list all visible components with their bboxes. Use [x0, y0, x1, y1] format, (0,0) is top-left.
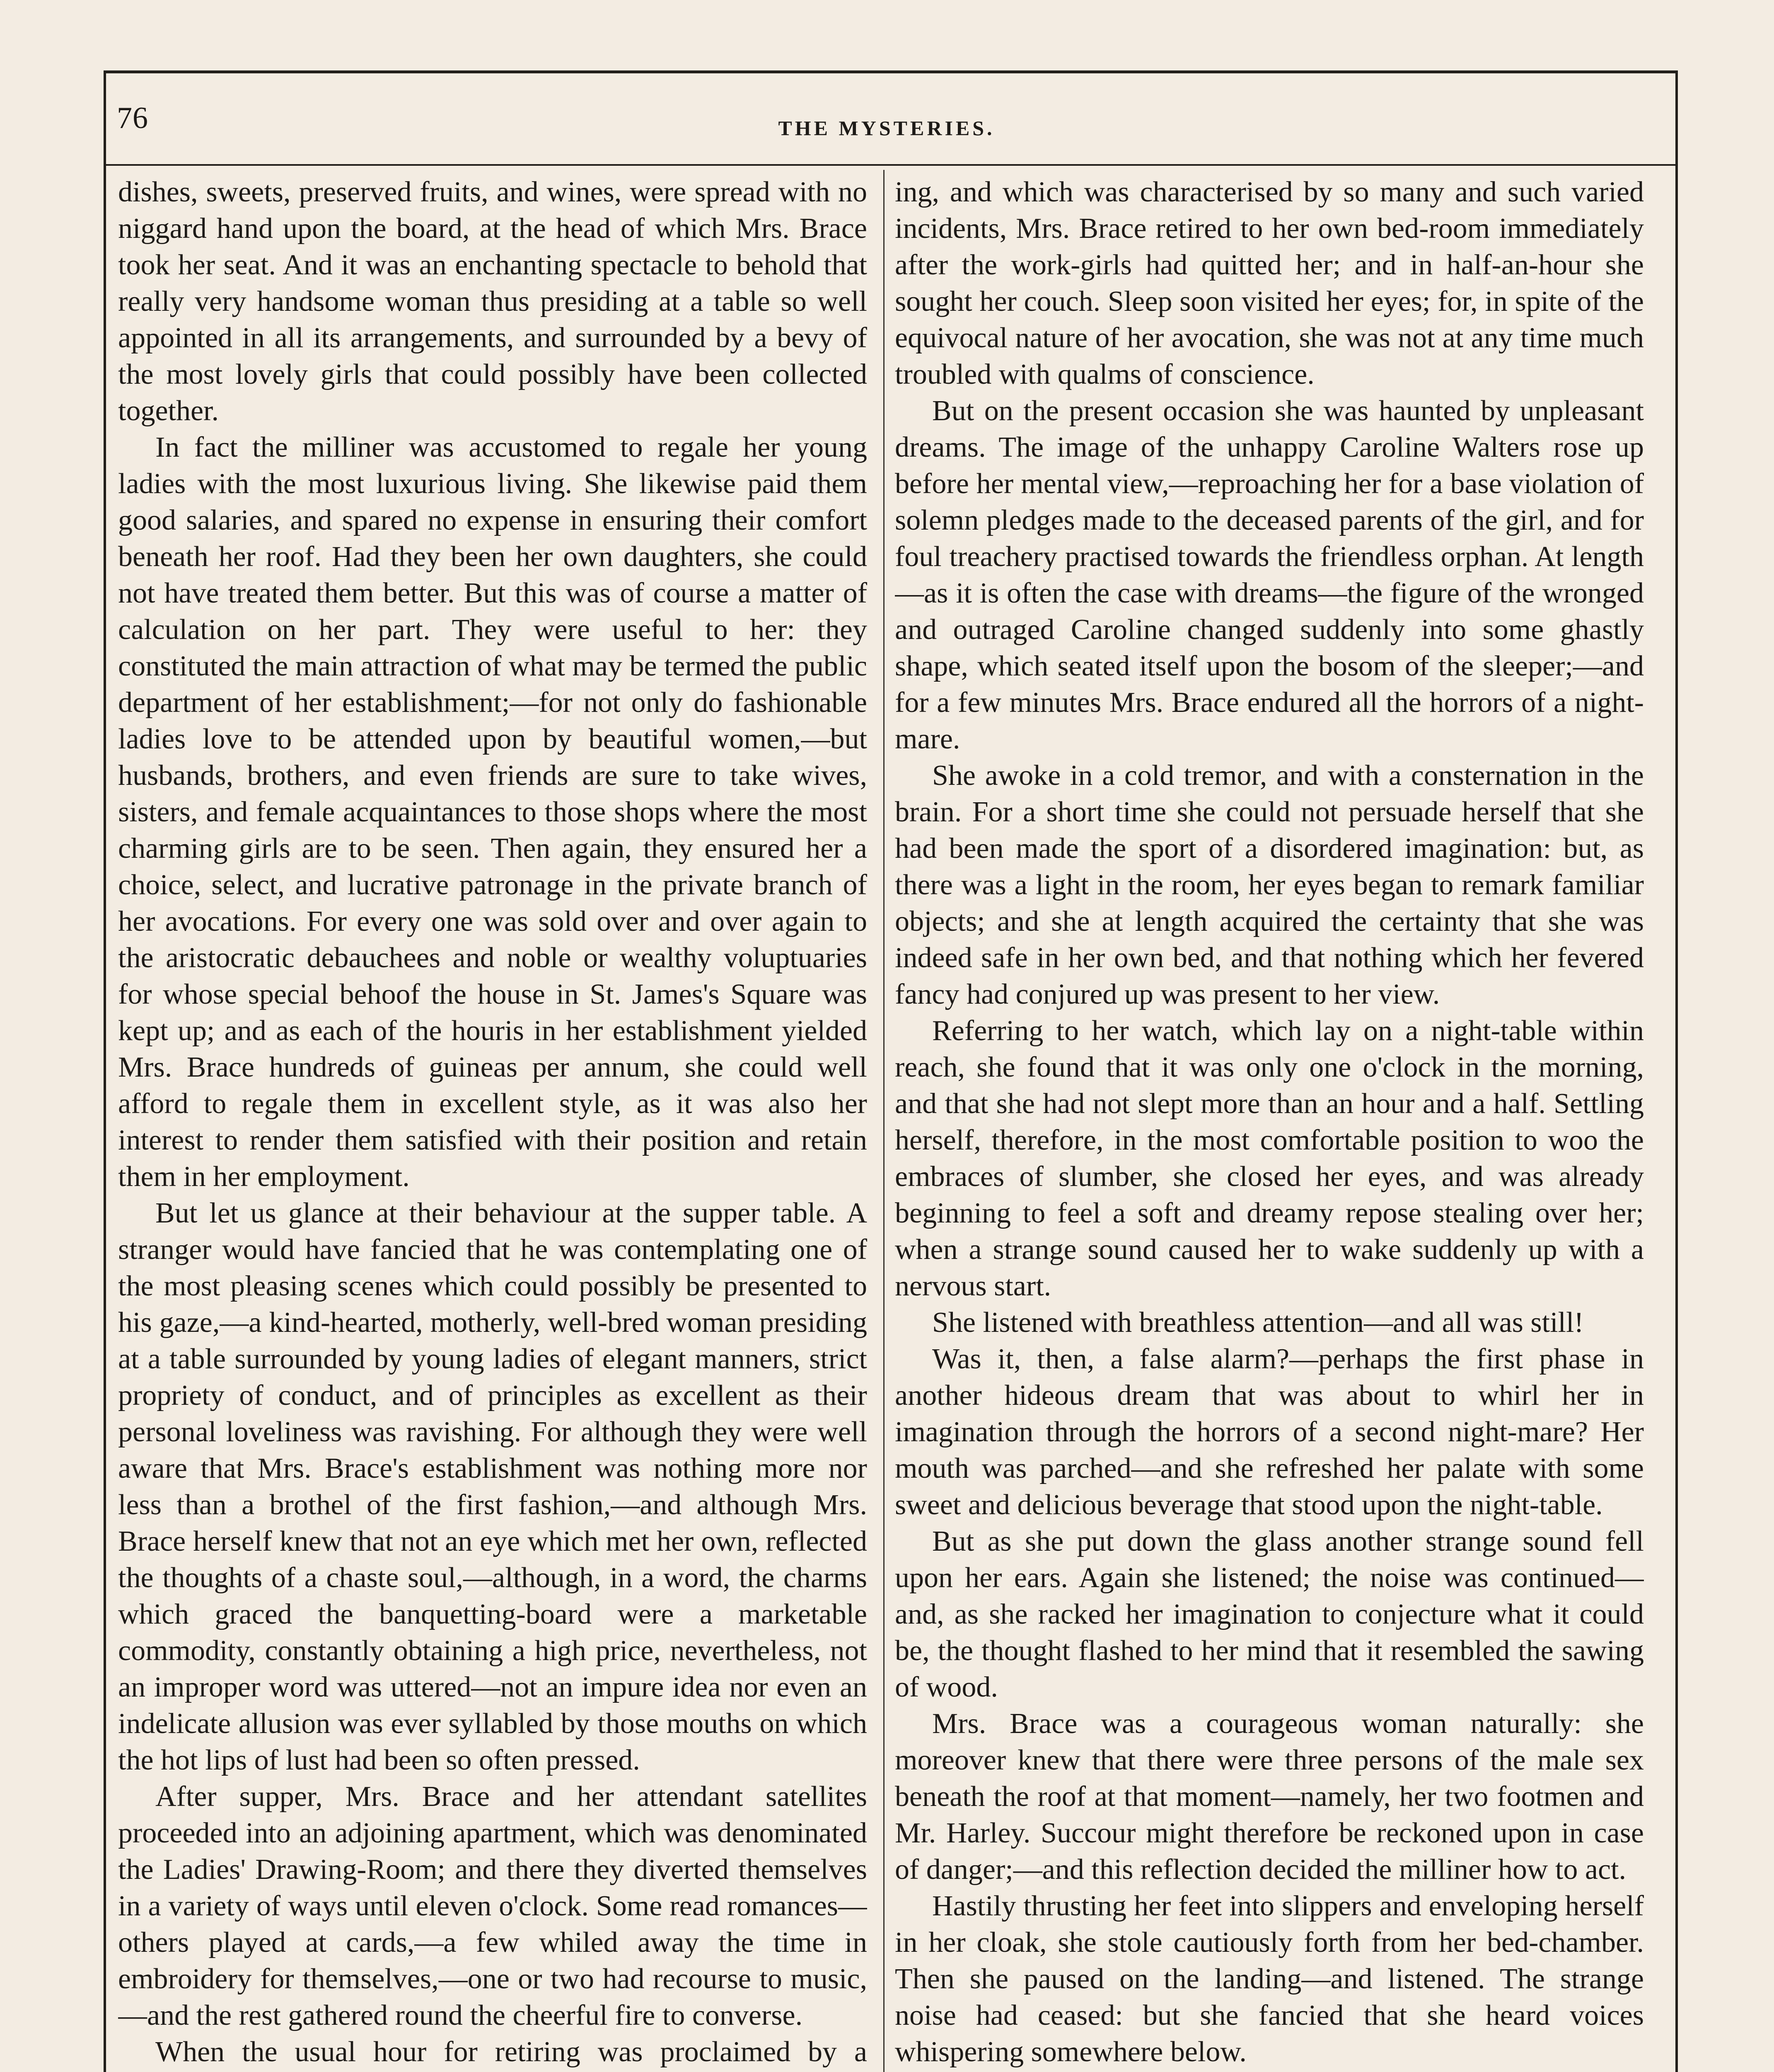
- paragraph: Referring to her watch, which lay on a night-table within reach, she found that it was only one o'clock in the morning, and that she had not slept more than an hour and a half. Settling herself, therefore, in the most comfortable position to woo the embraces of slumber, she closed her eyes, and was already beginning to feel a soft and dreamy repose stealing over her; when a strange sound caused her to wake suddenly up with a nervous start.: [895, 1015, 1644, 1302]
- frame-left-rule: [104, 70, 106, 2072]
- page-number: 76: [117, 101, 148, 135]
- paragraph: After supper, Mrs. Brace and her attendant satellites proceeded into an adjoining apartment, which was denominated the Ladies' Drawing-Room; and there they diverted themselves in a variety of ways until eleven o'clock. Some read romances—others played at cards,—a few whiled away the time in embroidery for themselves,—one or two had recourse to music,—and the rest gathered round the cheerful fire to converse.: [118, 1781, 867, 2031]
- paragraph: She awoke in a cold tremor, and with a consternation in the brain. For a short time she could not persuade herself that she had been made the sport of a disordered imagination: but, as there was a light in the room, her eyes began to remark familiar objects; and she at length acquired the certainty that she was indeed safe in her own bed, and that nothing which her fevered fancy had conjured up was present to her view.: [895, 760, 1644, 1010]
- paragraph: In fact the milliner was accustomed to regale her young ladies with the most luxurious living. She likewise paid them good salaries, and spared no expense in ensuring their comfort beneath her roof. Had they been her own daughters, she could not have treated them better. But this was of course a matter of calculation on her part. They were useful to her: they constituted the main attraction of what may be termed the public department of her establishment;—for not only do fashionable ladies love to be attended upon by beautiful women,—but husbands, brothers, and even friends are sure to take wives, sisters, and female acquaintances to those shops where the most charming girls are to be seen. Then again, they ensured her a choice, select, and lucrative patronage in the private branch of her avocations. For every one was sold over and over again to the aristocratic debauchees and noble or wealthy voluptuaries for whose special behoof the house in St. James's Square was kept up; and as each of the houris in her establishment yielded Mrs. Brace hundreds of guineas per annum, she could well afford to regale them in excellent style, as it was also her interest to render them satisfied with their position and retain them in her employment.: [118, 431, 867, 1193]
- frame-top-rule: [104, 70, 1678, 73]
- frame-right-rule: [1675, 70, 1678, 2072]
- paragraph: Mrs. Brace was a courageous woman naturally: she moreover knew that there were three persons of the male sex beneath the roof at that moment—namely, her two footmen and Mr. Harley. Succour might therefore be reckoned upon in case of danger;—and this reflection decided the milliner how to act.: [895, 1708, 1644, 1886]
- paragraph: [895, 2070, 1644, 2072]
- column-divider: [883, 170, 885, 2072]
- header-underline: [104, 164, 1678, 166]
- paragraph: But on the present occasion she was haunted by unpleasant dreams. The image of the unhappy Caroline Walters rose up before her mental view,—reproaching her for a base violation of solemn pledges made to the deceased parents of the girl, and for foul treachery practised towards the friendless orphan. At length—as it is often the case with dreams—the figure of the wronged and outraged Caroline changed suddenly into some ghastly shape, which seated itself upon the bosom of the sleeper;—and for a few minutes Mrs. Brace endured all the horrors of a night-mare.: [895, 395, 1644, 755]
- paragraph: But let us glance at their behaviour at the supper table. A stranger would have fancied that he was contemplating one of the most pleasing scenes which could possibly be presented to his gaze,—a kind-hearted, motherly, well-bred woman presiding at a table surrounded by young ladies of elegant manners, strict propriety of conduct, and of principles as excellent as their personal loveliness was ravishing. For although they were well aware that Mrs. Brace's establishment was nothing more nor less than a brothel of the first fashion,—and although Mrs. Brace herself knew that not an eye which met her own, reflected the thoughts of a chaste soul,—although, in a word, the charms which graced the banquetting-board were a marketable commodity, constantly obtaining a high price, nevertheless, not an improper word was uttered—not an impure idea nor even an indelicate allusion was ever syllabled by those mouths on which the hot lips of lust had been so often pressed.: [118, 1197, 867, 1776]
- paragraph: But as she put down the glass another strange sound fell upon her ears. Again she listened; the noise was continued—and, as she racked her imagination to conjecture what it could be, the thought flashed to her mind that it resembled the sawing of wood.: [895, 1525, 1644, 1703]
- left-column: [118, 174, 867, 2072]
- paragraph: dishes, sweets, preserved fruits, and wines, were spread with no niggard hand upon the board, at the head of which Mrs. Brace took her seat. And it was an enchanting spectacle to behold that really very handsome woman thus presiding at a table so well appointed in all its arrangements, and surrounded by a bevy of the most lovely girls that could possibly have been collected together.: [118, 176, 867, 427]
- paragraph: Was it, then, a false alarm?—perhaps the first phase in another hideous dream that was about to whirl her in imagination through the horrors of a second night-mare? Her mouth was parched—and she refreshed her palate with some sweet and delicious beverage that stood upon the night-table.: [895, 1343, 1644, 1521]
- paragraph: ing, and which was characterised by so many and such varied incidents, Mrs. Brace retired to her own bed-room immediately after the work-girls had quitted her; and in half-an-hour she sought her couch. Sleep soon visited her eyes; for, in spite of the equivocal nature of her avocation, she was not at any time much troubled with qualms of conscience.: [895, 176, 1644, 390]
- right-column: [895, 174, 1644, 2072]
- paragraph: Hastily thrusting her feet into slippers and enveloping herself in her cloak, she stole cautiously forth from her bed-chamber. Then she paused on the landing—and listened. The strange noise had ceased: but she fancied that she heard voices whispering somewhere below.: [895, 1890, 1644, 2068]
- running-title: THE MYSTERIES.: [778, 116, 995, 140]
- paragraph: She listened with breathless attention—and all was still!: [932, 1307, 1584, 1339]
- paragraph: When the usual hour for retiring was proclaimed by a: [155, 2036, 867, 2068]
